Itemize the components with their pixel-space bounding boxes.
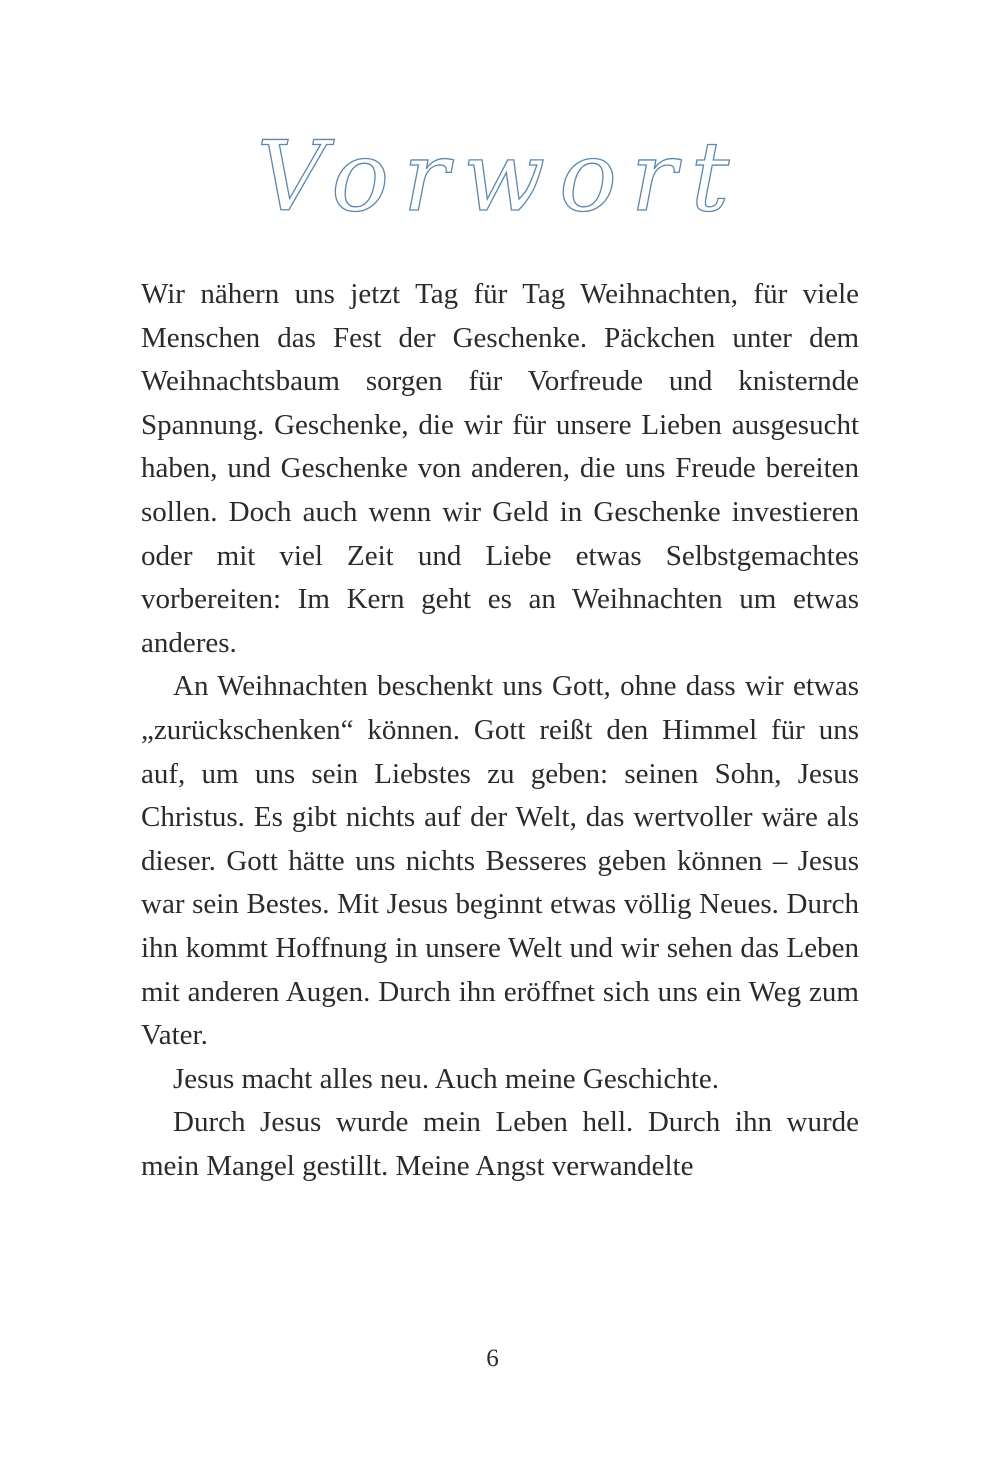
paragraph: Jesus macht alles neu. Auch meine Geschichte.	[173, 1062, 720, 1095]
chapter-title: Vorwort	[256, 121, 744, 233]
body-text	[141, 273, 859, 1188]
chapter-title-script	[256, 118, 744, 238]
chapter-heading	[0, 108, 985, 248]
page-number: 6	[486, 1345, 499, 1372]
paragraph: Wir nähern uns jetzt Tag für Tag Weihnachten, für viele Menschen das Fest der Geschenke. Päckchen unter dem Weihnachtsbaum sorgen für Vorfreude und knisternde Spannung. Geschenke, die wir für unsere Lieben ausgesucht haben, und Geschenke von anderen, die uns Freude bereiten sollen. Doch auch wenn wir Geld in Geschenke investieren oder mit viel Zeit und Liebe etwas Selbstgemachtes vorbereiten: Im Kern geht es an Weihnachten um etwas anderes.	[141, 278, 859, 659]
paragraph: An Weihnachten beschenkt uns Gott, ohne dass wir etwas „zurückschenken“ können. Gott reißt den Himmel für uns auf, um uns sein Liebstes zu geben: seinen Sohn, Jesus Christus. Es gibt nichts auf der Welt, das wertvoller wäre als dieser. Gott hätte uns nichts Besseres geben können – Jesus war sein Bestes. Mit Jesus beginnt etwas völlig Neues. Durch ihn kommt Hoffnung in unsere Welt und wir sehen das Leben mit anderen Augen. Durch ihn eröffnet sich uns ein Weg zum Vater.	[141, 670, 859, 1052]
paragraph: Durch Jesus wurde mein Leben hell. Durch ihn wurde mein Mangel gestillt. Meine Angst verwandelte	[141, 1106, 859, 1182]
